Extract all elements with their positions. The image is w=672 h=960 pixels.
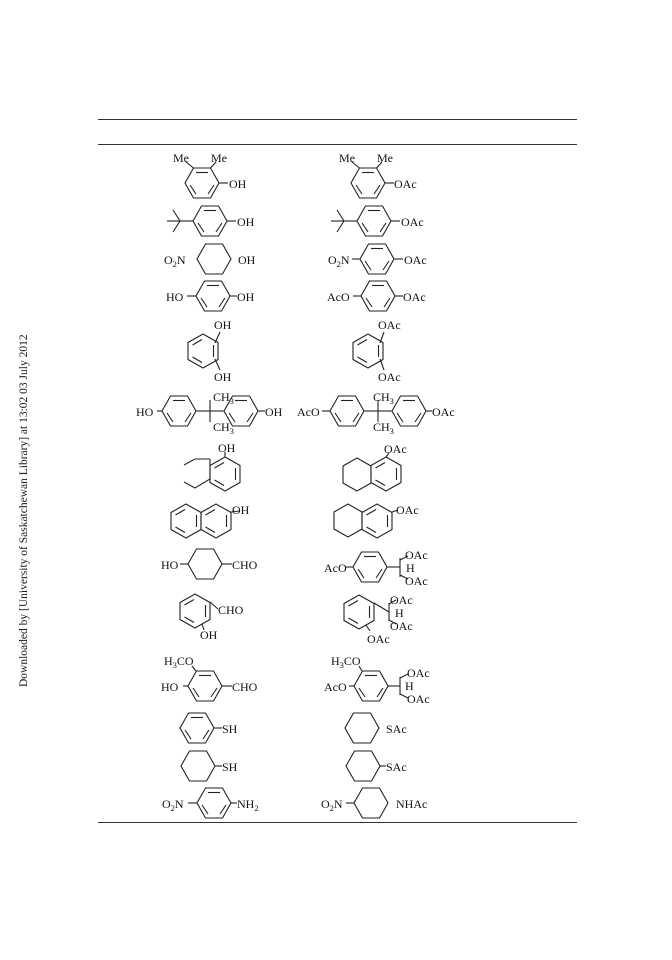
aldehyde-label: CHO xyxy=(218,603,244,617)
acetoxy-label: OAc xyxy=(367,632,390,646)
nitro-label: $O_2N$ xyxy=(164,253,186,269)
acetoxy-label: OAc xyxy=(405,548,428,562)
acetoxy-label: OAc xyxy=(405,574,428,588)
aldehyde-label: CHO xyxy=(232,680,258,694)
acetoxy-label: OAc xyxy=(403,290,426,304)
svg-text:H: H xyxy=(395,606,404,620)
hydroxyl-label: OH xyxy=(200,628,218,642)
svg-text:H: H xyxy=(405,679,414,693)
row-1-product xyxy=(339,151,417,198)
row-12-reactant xyxy=(180,713,238,743)
nitro-label: $O_2N$ xyxy=(162,797,184,813)
row-6-reactant xyxy=(136,390,283,436)
row-13-reactant xyxy=(181,751,238,781)
acetoxy-label: OAc xyxy=(390,593,413,607)
acetoxy-label: OAc xyxy=(432,405,455,419)
acetoxy-label: AcO xyxy=(327,290,350,304)
row-4-product xyxy=(327,281,426,311)
acetoxy-label: AcO xyxy=(324,561,347,575)
acetoxy-label: OAc xyxy=(394,177,417,191)
hydroxyl-label: OH xyxy=(214,318,232,332)
methyl-label: Me xyxy=(211,151,227,165)
acetoxy-label: OAc xyxy=(407,666,430,680)
row-14-reactant xyxy=(162,788,259,818)
acetoxy-label: AcO xyxy=(297,405,320,419)
acetoxy-label: OAc xyxy=(384,442,407,456)
row-1-reactant xyxy=(173,151,247,198)
thioacetate-label: SAc xyxy=(386,722,407,736)
hydroxyl-label: OH xyxy=(229,177,247,191)
row-13-product xyxy=(346,751,407,781)
row-11-reactant xyxy=(161,654,258,701)
hydroxyl-label: HO xyxy=(161,558,179,572)
hydroxyl-label: HO xyxy=(166,290,184,304)
acetoxy-label: OAc xyxy=(407,692,430,706)
row-7-reactant xyxy=(184,441,240,491)
svg-text:CH3: $CH_3$ xyxy=(213,420,234,436)
thiol-label: SH xyxy=(222,722,238,736)
acetoxy-label: AcO xyxy=(324,680,347,694)
methyl-label: Me xyxy=(339,151,355,165)
row-5-reactant xyxy=(188,318,232,384)
methyl-label: Me xyxy=(173,151,189,165)
row-14-product xyxy=(321,788,427,818)
hydroxyl-label: OH xyxy=(265,405,283,419)
methoxy-label: $H_3CO$ xyxy=(331,654,361,670)
row-3-product xyxy=(328,244,427,274)
row-4-reactant xyxy=(166,281,255,311)
row-5-product xyxy=(353,318,401,384)
thiol-label: SH xyxy=(222,760,238,774)
hydroxyl-label: OH xyxy=(232,503,250,517)
row-6-product xyxy=(297,390,455,436)
nitro-label: $O_2N$ xyxy=(321,797,343,813)
methyl-label: Me xyxy=(377,151,393,165)
row-8-product xyxy=(334,503,419,538)
hydroxyl-label: OH xyxy=(237,215,255,229)
row-2-product xyxy=(331,206,424,236)
methoxy-label: $H_3CO$ xyxy=(164,654,194,670)
download-watermark-text: Downloaded by [University of Saskatchewan Library] at 13:02 03 July 2012 xyxy=(18,334,30,687)
thioacetate-label: SAc xyxy=(386,760,407,774)
row-9-product xyxy=(324,548,428,588)
acetamide-label: NHAc xyxy=(396,797,428,811)
nitro-label: $O_2N$ xyxy=(328,253,350,269)
aldehyde-label: CHO xyxy=(232,558,258,572)
row-11-product xyxy=(324,654,430,706)
hydroxyl-label: HO xyxy=(161,680,179,694)
acetoxy-label: OAc xyxy=(390,619,413,633)
acetoxy-label: OAc xyxy=(378,318,401,332)
svg-text:H: H xyxy=(406,561,415,575)
row-9-reactant xyxy=(161,549,258,579)
acetoxy-label: OAc xyxy=(378,370,401,384)
svg-text:CH3: $CH_3$ xyxy=(213,390,234,406)
hydroxyl-label: OH xyxy=(237,290,255,304)
hydroxyl-label: OH xyxy=(218,441,236,455)
row-2-reactant xyxy=(167,206,255,236)
svg-text:CH3: $CH_3$ xyxy=(373,390,394,406)
amine-label: $NH_2$ xyxy=(237,797,259,813)
svg-text:CH3: $CH_3$ xyxy=(373,420,394,436)
acetoxy-label: OAc xyxy=(404,253,427,267)
row-10-product xyxy=(344,593,413,646)
row-10-reactant xyxy=(180,594,244,642)
acetoxy-label: OAc xyxy=(401,215,424,229)
row-7-product xyxy=(343,442,407,491)
row-12-product xyxy=(345,713,407,743)
hydroxyl-label: OH xyxy=(214,370,232,384)
acetoxy-label: OAc xyxy=(396,503,419,517)
hydroxyl-label: HO xyxy=(136,405,154,419)
hydroxyl-label: OH xyxy=(238,253,256,267)
row-8-reactant xyxy=(171,503,250,538)
row-3-reactant xyxy=(164,244,256,274)
